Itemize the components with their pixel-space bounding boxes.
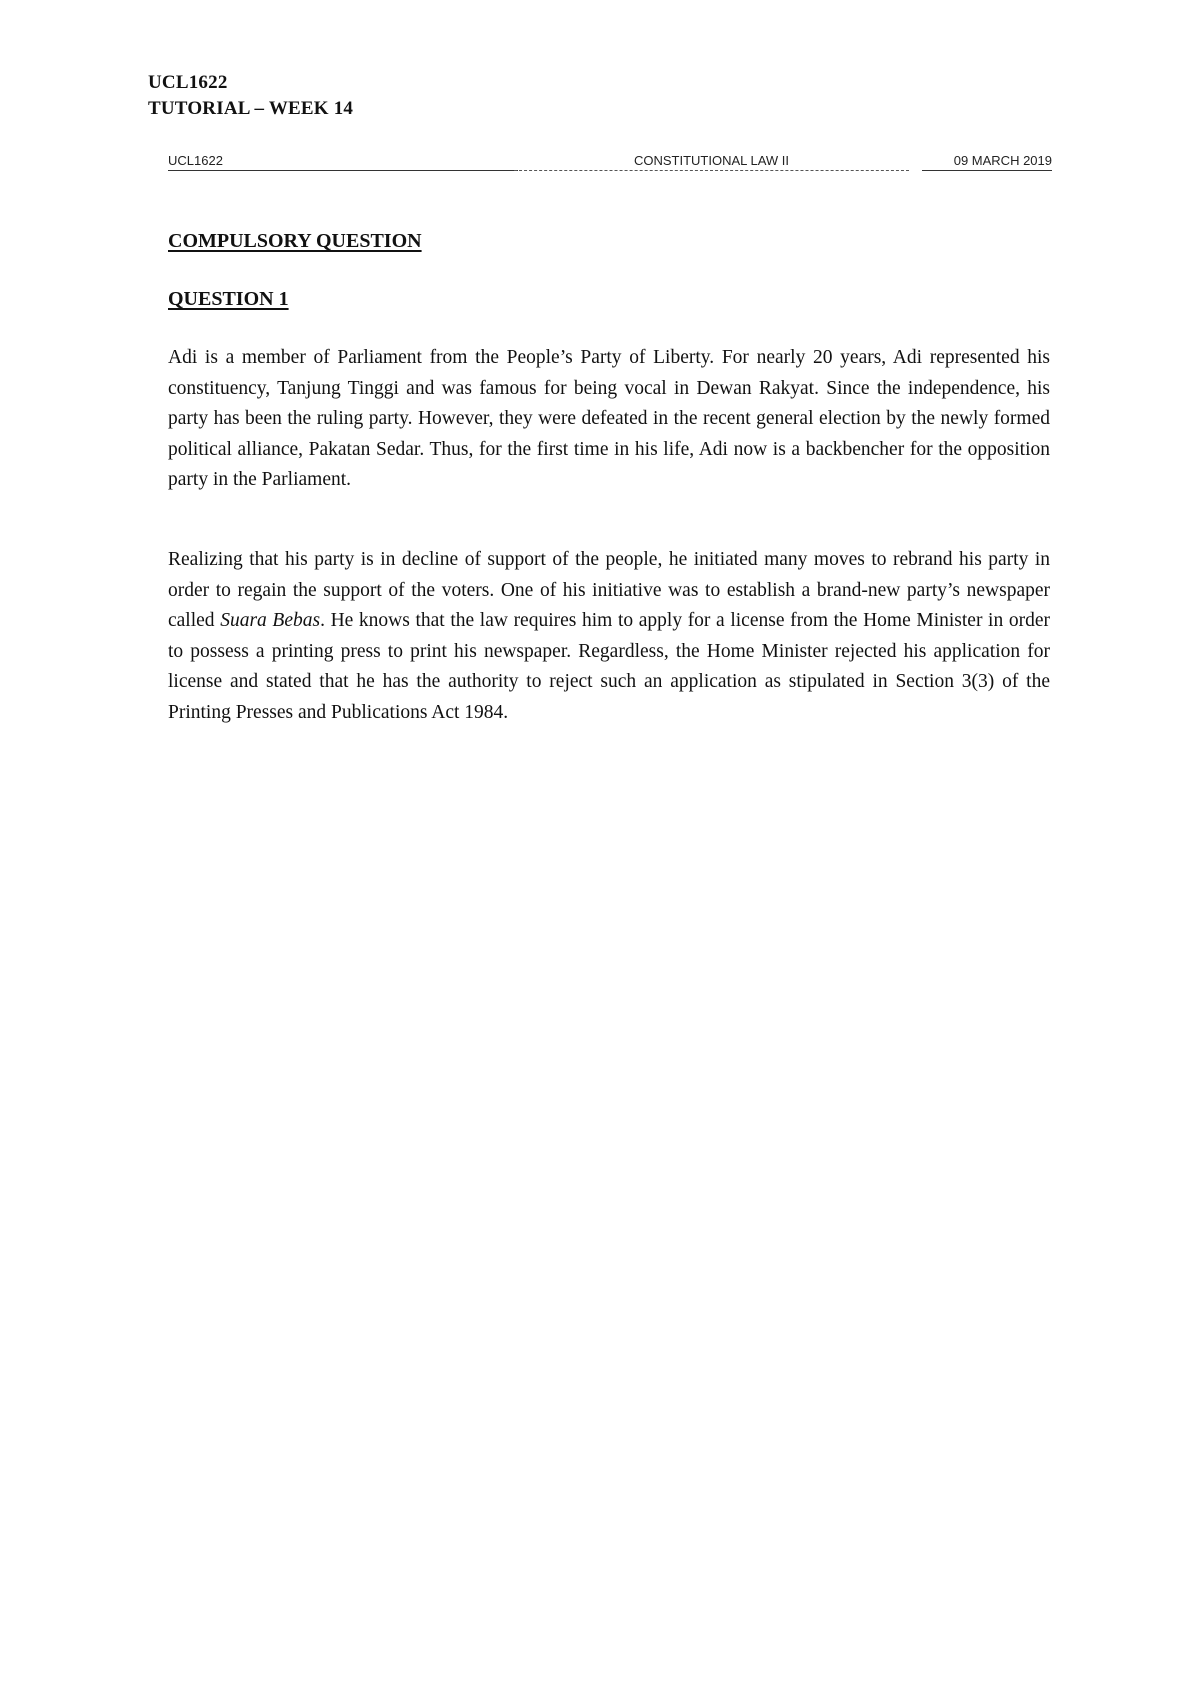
running-header xyxy=(168,153,1052,175)
paragraph-2-text-end: . He knows that the law requires him to apply for a license from the Home Minister in order to possess a printing press to print his newspaper. Regardless, the Home Minister rejected his application for license and stated that he has the authority to reject such an application as stipulated in Section 3(3) of the Printing Presses and Publications Act 1984. xyxy=(168,610,1050,723)
tutorial-week: TUTORIAL – WEEK 14 xyxy=(148,98,354,119)
newspaper-name: Suara Bebas xyxy=(220,610,321,631)
document-title-block xyxy=(148,70,353,122)
running-header-subject: CONSTITUTIONAL LAW II xyxy=(514,153,909,171)
question-paragraph-1: Adi is a member of Parliament from the People’s Party of Liberty. For nearly 20 years, Adi represented his constituency, Tanjung Tinggi and was famous for being vocal in Dewan Rakyat. Since the independence, his party has been the ruling party. However, they were defeated in the recent general election by the newly formed political alliance, Pakatan Sedar. Thus, for the first time in his life, Adi now is a backbencher for the opposition party in the Parliament. xyxy=(168,347,1050,490)
running-header-date: 09 MARCH 2019 xyxy=(922,153,1052,171)
paragraph-2-text-start: Realizing that his party is in decline of support of the people, he initiated many moves to rebrand his party in order to regain the support of the voters. One of his initiative was to establish a brand-new party’s newspaper called xyxy=(168,549,1050,631)
compulsory-question-heading: COMPULSORY QUESTION xyxy=(168,230,422,252)
running-header-course: UCL1622 xyxy=(168,153,518,171)
question-1-heading: QUESTION 1 xyxy=(168,288,289,310)
course-code: UCL1622 xyxy=(148,72,228,93)
question-paragraph-2 xyxy=(168,545,1050,728)
